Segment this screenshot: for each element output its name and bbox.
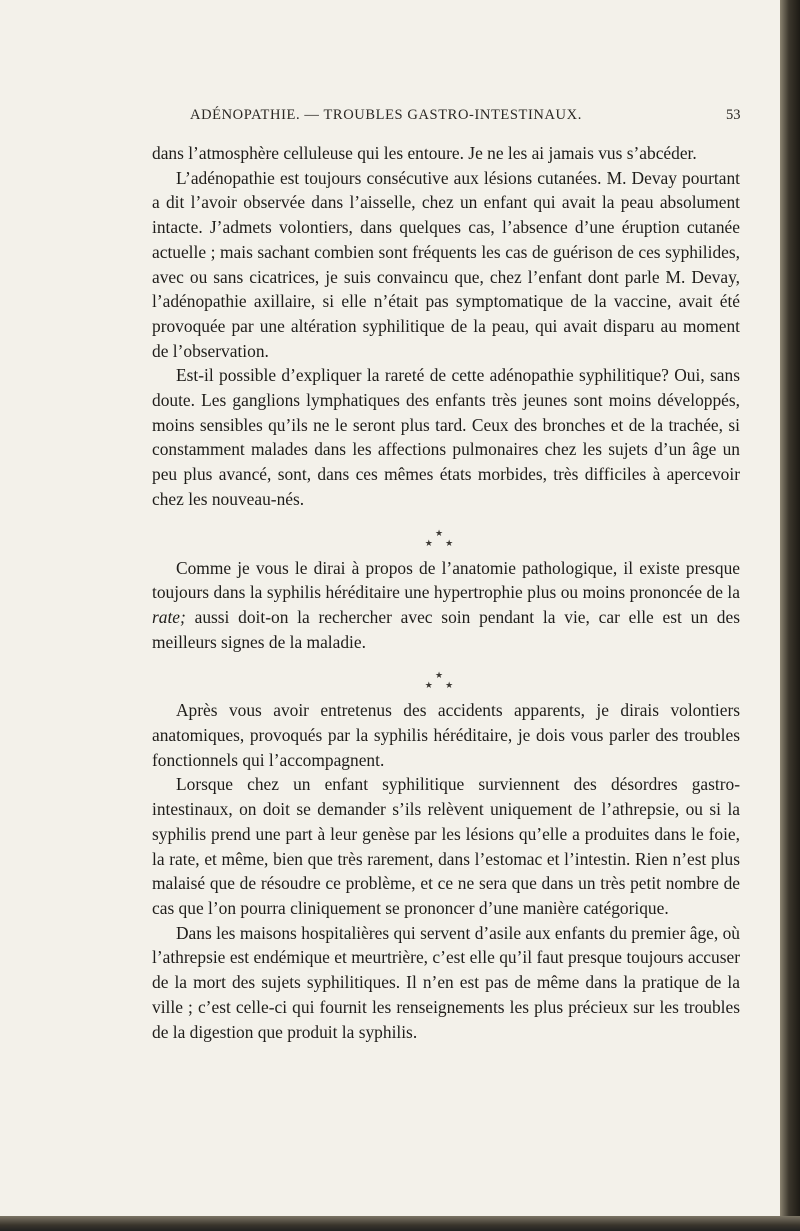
paragraph-2: L’adénopathie est toujours consécutive aux lésions cutanées. M. Devay pourtant a dit l’avoir observée dans l’aisselle, chez un enfant qui avait la peau absolument intacte. J’admets volontiers, dans quelques cas, l’absence d’une éruption cutanée actuelle ; mais sachant combien sont fréquents les cas de guérison de ces syphilides, avec ou sans cicatrices, je suis convaincu que, chez l’enfant dont parle M. Devay, l’adénopathie axillaire, si elle n’était pas symptomatique de la vaccine, avait été provoquée par une altération syphilitique de la peau, qui avait disparu au moment de l’observation. — [152, 167, 740, 361]
paragraph-5: Après vous avoir entretenus des accidents apparents, je dirais volontiers anatomiques, provoqués par la syphilis héréditaire, je dois vous parler des troubles fonctionnels qui l’accompagnent. — [152, 700, 740, 770]
paragraph-4-end: aussi doit-on la rechercher avec soin pendant la vie, car elle est un des meilleurs signes de la maladie. — [152, 606, 740, 652]
paragraph-6: Lorsque chez un enfant syphilitique surviennent des désordres gastro-intestinaux, on doit se demander s’ils relèvent uniquement de l’athrepsie, ou si la syphilis prend une part à leur genèse par les lésions qu’elle a produites dans le foie, la rate, et même, bien que très rarement, dans l’estomac et l’intestin. Rien n’est plus malaisé que de résoudre ce problème, et ce ne sera que dans un très petit nombre de cas que l’on pourra cliniquement se prononcer d’une manière catégorique. — [152, 774, 740, 918]
body-text — [152, 141, 740, 1044]
page-number: 53 — [726, 107, 741, 123]
asterism-bottom-stars: ★ ★ — [424, 537, 459, 548]
paragraph-1: dans l’atmosphère celluleuse qui les entoure. Je ne les ai jamais vus s’abcéder. — [152, 143, 697, 163]
paragraph-4-italic-word: rate; — [152, 606, 186, 627]
paragraph-4-start: Comme je vous le dirai à propos de l’anatomie pathologique, il existe presque toujours dans la syphilis héréditaire une hypertrophie plus ou moins prononcée de la — [152, 557, 740, 603]
paragraph-7: Dans les maisons hospitalières qui servent d’asile aux enfants du premier âge, où l’athrepsie est endémique et meurtrière, c’est elle qu’il faut presque toujours accuser de la mort des sujets syphilitiques. Il n’en est pas de même dans la pratique de la ville ; c’est celle-ci qui fournit les renseignements les plus précieux sur les troubles de la digestion que produit la syphilis. — [152, 922, 740, 1042]
section-ornament-2 — [138, 654, 740, 698]
paragraph-3: Est-il possible d’expliquer la rareté de cette adénopathie syphilitique? Oui, sans doute. Les ganglions lymphatiques des enfants très jeunes sont moins développés, moins sensibles qu’ils ne le seront plus tard. Ceux des bronches et de la trachée, si constamment malades dans les affections pulmonaires chez les sujets d’un âge un peu plus avancé, sont, dans ces mêmes états morbides, très difficiles à apercevoir chez les nouveau-nés. — [152, 365, 740, 509]
section-ornament-1 — [138, 512, 740, 556]
asterism-bottom-stars: ★ ★ — [424, 680, 459, 691]
asterism-top-star: ★ — [434, 670, 444, 681]
asterism-top-star: ★ — [434, 527, 444, 538]
scan-bottom-edge — [0, 1216, 800, 1231]
book-binding-edge — [780, 0, 800, 1231]
paragraph-4 — [152, 556, 740, 655]
running-title: ADÉNOPATHIE. — TROUBLES GASTRO-INTESTINAUX. — [190, 107, 582, 123]
